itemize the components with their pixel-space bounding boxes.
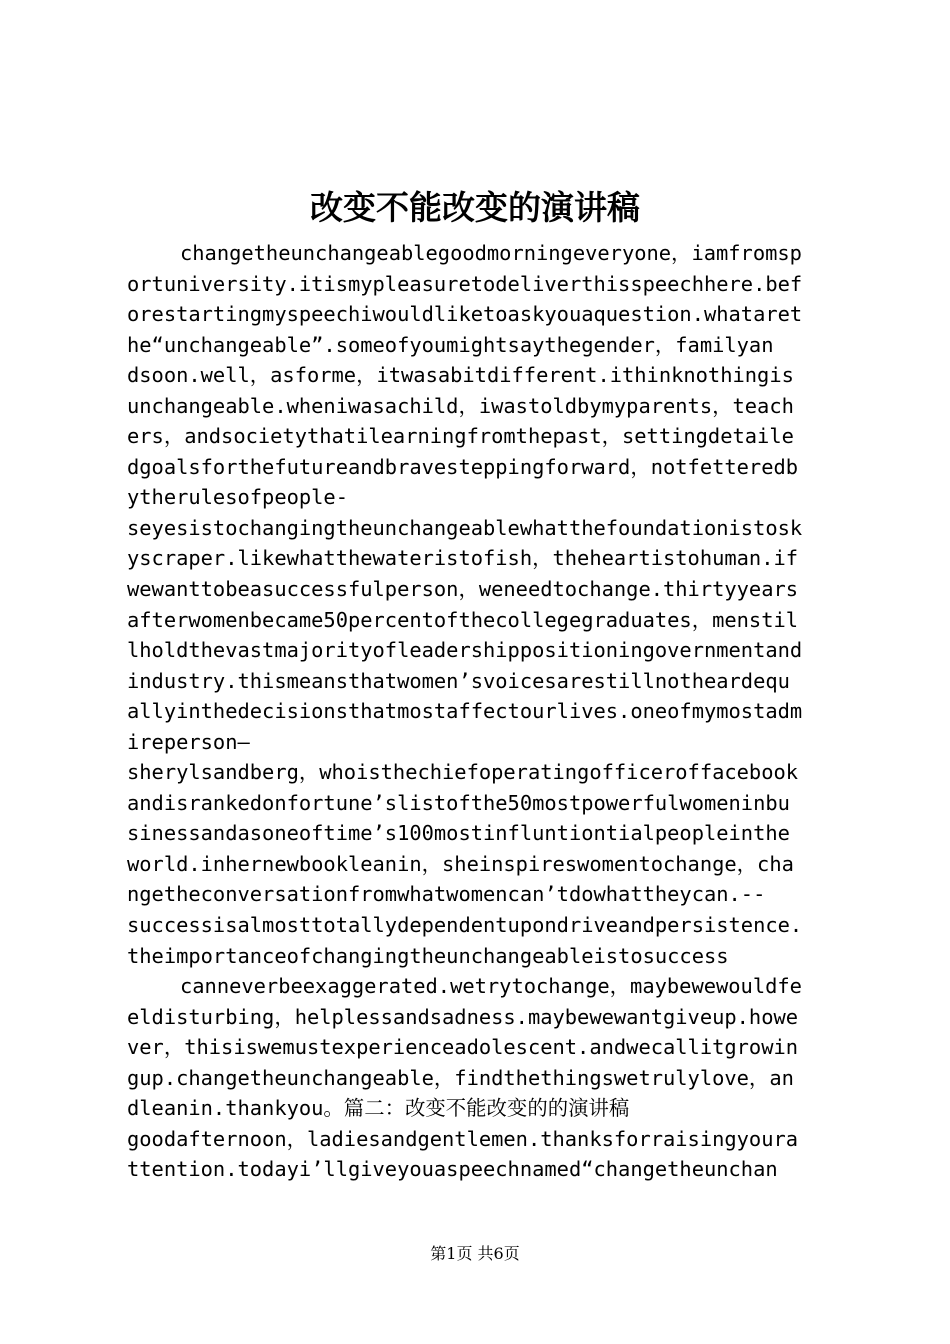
body-line: dleanin.thankyou。篇二：改变不能改变的的演讲稿 — [127, 1096, 630, 1121]
body-line: sherylsandberg，whoisthechiefoperatingofficeroffacebook — [127, 760, 799, 785]
body-line: yscraper.likewhatthewateristofish，theheartistohuman.if — [127, 546, 799, 571]
body-line: theimportanceofchangingtheunchangeableistosuccess — [127, 943, 729, 968]
body-line: world.inhernewbookleanin，sheinspireswomentochange，cha — [127, 851, 794, 876]
body-line: ortuniversity.itismypleasuretodeliverthisspeechhere.bef — [127, 271, 803, 296]
document-title: 改变不能改变的演讲稿 — [310, 188, 640, 227]
body-line: sinessandasoneoftime’s100mostinfluntiontialpeopleinthe — [127, 821, 790, 846]
page-footer: 第1页 共6页 — [430, 1244, 520, 1263]
body-line: ttention.todayi’llgiveyouaspeechnamed“changetheunchan — [127, 1157, 778, 1182]
body-line: goodafternoon，ladiesandgentlemen.thanksforraisingyoura — [127, 1126, 799, 1151]
body-line: ngetheconversationfromwhatwomencan’tdowhattheycan.-- — [127, 882, 766, 907]
document-body — [127, 238, 831, 1185]
body-line: canneverbeexaggerated.wetrytochange，maybewewouldfe — [180, 974, 802, 999]
body-line: dgoalsforthefutureandbravesteppingforward，notfetteredb — [127, 454, 799, 479]
body-line: changetheunchangeablegoodmorningeveryone，iamfromsp — [180, 241, 802, 265]
body-line: ytherulesofpeople- — [127, 485, 348, 510]
body-line: gup.changetheunchangeable，findthethingswetrulylove，an — [127, 1065, 794, 1090]
body-line: wewanttobeasuccessfulperson，weneedtochange.thirtyyears — [127, 577, 799, 602]
body-line: unchangeable.wheniwasachild，iwastoldbymyparents，teach — [127, 393, 794, 418]
body-line: ver，thisiswemustexperienceadolescent.andwecallitgrowin — [127, 1035, 799, 1060]
body-line: ireperson— — [127, 729, 250, 754]
body-line: dsoon.well，asforme，itwasabitdifferent.ithinknothingis — [127, 363, 794, 388]
body-line: andisrankedonfortune’slistofthe50mostpowerfulwomeninbu — [127, 790, 790, 815]
body-line: eldisturbing，helplessandsadness.maybewewantgiveup.howe — [127, 1004, 799, 1029]
body-line: industry.thismeansthatwomen’svoicesarestillnotheardequ — [127, 668, 790, 693]
body-line: orestartingmyspeechiwouldliketoaskyouaquestion.whataret — [127, 302, 803, 327]
body-line: lholdthevastmajorityofleadershippositioningovernmentand — [127, 638, 803, 663]
body-line: he“unchangeable”.someofyoumightsaythegender，familyan — [127, 332, 774, 357]
body-line: ers，andsocietythatilearningfromthepast，settingdetaile — [127, 424, 794, 449]
body-line: successisalmosttotallydependentupondriveandpersistence. — [127, 913, 803, 938]
body-line: allyinthedecisionsthatmostaffectourlives.oneofmymostadm — [127, 699, 803, 724]
body-line: seyesistochangingtheunchangeablewhatthefoundationistosk — [127, 515, 803, 540]
body-line: afterwomenbecame50percentofthecollegegraduates，menstil — [127, 607, 799, 632]
